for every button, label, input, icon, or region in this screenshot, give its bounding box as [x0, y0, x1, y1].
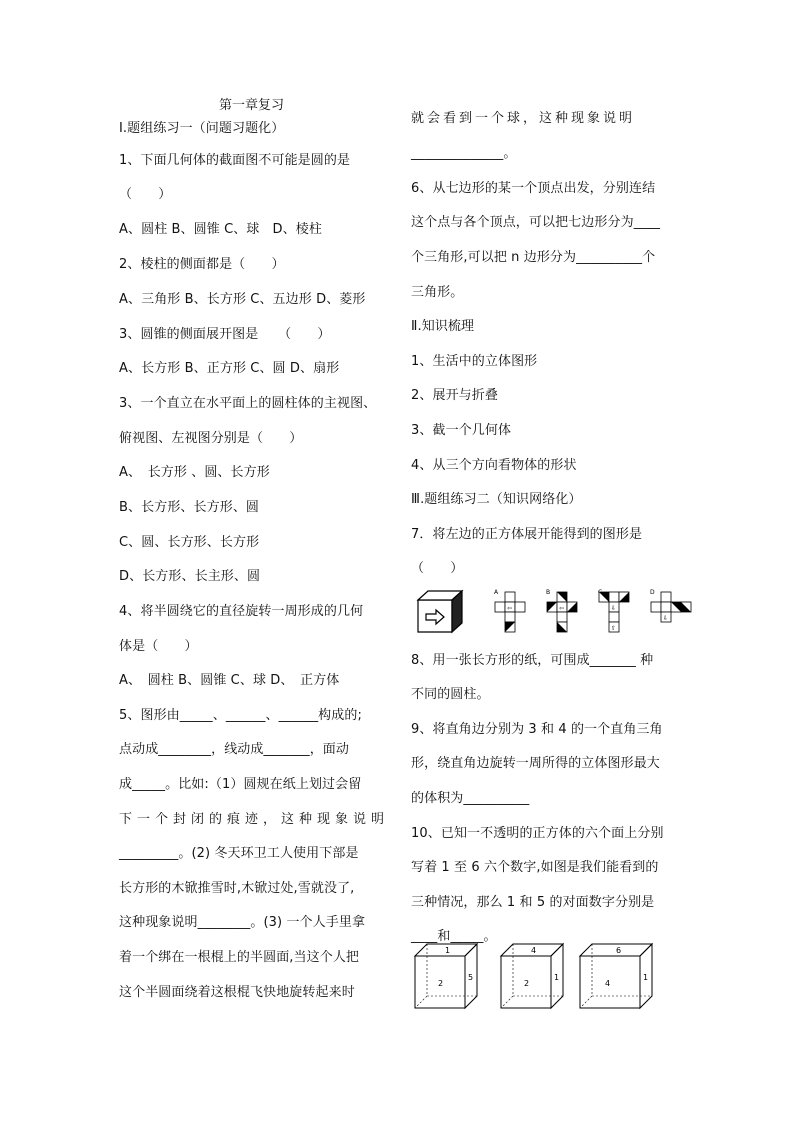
q10-cube-2-right: 1 — [554, 973, 560, 982]
q10-cube-2 — [501, 944, 563, 1008]
section-1-heading: Ⅰ.题组练习一（问题习题化） — [119, 121, 285, 136]
q10-cube-1 — [415, 944, 477, 1008]
q7-paren: （ ） — [411, 561, 464, 576]
q10-cube-1-right: 5 — [468, 973, 474, 982]
q1-options: A、圆柱 B、圆锥 C、球 D、棱柱 — [119, 222, 322, 237]
q10-text-4: ____和_____。 — [411, 929, 497, 944]
q8-text: 8、用一张长方形的纸，可围成_______ 种 — [411, 653, 654, 668]
svg-text:⇩: ⇩ — [611, 605, 617, 612]
q7-figure — [412, 588, 698, 636]
q5-text: 5、图形由_____、______、______构成的; — [119, 708, 362, 723]
q1-text: 1、下面几何体的截面图不可能是圆的是 — [119, 153, 351, 168]
q10-text-2: 写着 1 至 6 六个数字,如图是我们能看到的 — [411, 860, 659, 875]
q7-text: 7．将左边的正方体展开能得到的图形是 — [411, 527, 643, 542]
q3b-option-c: C、圆、长方形、长方形 — [119, 535, 260, 550]
q5-text-2: 点动成________，线动成_______，面动 — [119, 742, 349, 757]
svg-text:⇩: ⇩ — [663, 615, 669, 622]
q5-text-4: 下一个封闭的痕迹，这种现象说明 — [119, 812, 390, 827]
q10-cube-1-front: 2 — [438, 979, 444, 988]
knowledge-item-1: 1、生活中的立体图形 — [411, 354, 538, 369]
q10-cube-3-top: 6 — [616, 946, 622, 955]
q5-text-5: _________。(2) 冬天环卫工人使用下部是 — [119, 846, 359, 861]
q7-label-b: B — [546, 589, 551, 596]
q3-text: 3、圆锥的侧面展开图是 （ ） — [119, 327, 331, 342]
q7-net-a — [494, 589, 525, 632]
knowledge-item-3: 3、截一个几何体 — [411, 423, 512, 438]
page-title: 第一章复习 — [219, 98, 285, 113]
q4-options: A、 圆柱 B、圆锥 C、球 D、 正方体 — [119, 673, 340, 688]
q10-cube-2-top: 4 — [531, 946, 537, 955]
q7-net-c — [598, 589, 629, 632]
q10-cube-3-right: 1 — [643, 973, 649, 982]
q7-label-d: D — [650, 589, 655, 596]
q3b-option-a: A、 长方形 、圆、长方形 — [119, 465, 270, 480]
q10-cube-3-front: 4 — [605, 979, 611, 988]
q6-text-2: 这个点与各个顶点，可以把七边形分为____ — [411, 215, 661, 230]
q10-text-3: 三种情况，那么 1 和 5 的对面数字分别是 — [411, 895, 655, 910]
svg-text:⇦: ⇦ — [559, 605, 565, 612]
q7-net-b — [546, 589, 577, 632]
q9-text-2: 形，绕直角边旋转一周所得的立体图形最大 — [411, 756, 660, 771]
q3b-option-d: D、长方形、长主形、圆 — [119, 569, 261, 584]
q2-text: 2、棱柱的侧面都是（ ） — [119, 257, 285, 272]
q5-text-3: 成_____。比如:（1）圆规在纸上划过会留 — [119, 777, 362, 792]
section-2-heading: Ⅱ.知识梳理 — [411, 319, 475, 334]
q1-paren: （ ） — [119, 187, 172, 202]
q10-cube-1-top: 1 — [445, 946, 451, 955]
q6-text-4: 三角形。 — [411, 285, 464, 300]
q5-text-9: 这个半圆面绕着这根棍飞快地旋转起来时 — [119, 985, 355, 1000]
q5-text-8: 着一个绑在一根棍上的半圆面,当这个人把 — [119, 950, 360, 965]
q7-net-d — [650, 589, 691, 622]
q5-blank-line: ______________。 — [411, 146, 517, 161]
section-3-heading: Ⅲ.题组练习二（知识网络化） — [411, 492, 582, 507]
q10-text: 10、已知一不透明的正方体的六个面上分别 — [411, 826, 664, 841]
q5-text-7: 这种现象说明________。(3) 一个人手里拿 — [119, 915, 366, 930]
q10-cube-2-front: 2 — [524, 979, 530, 988]
q9-text: 9、将直角边分别为 3 和 4 的一个直角三角 — [411, 722, 663, 737]
q4-text-2: 体是（ ） — [119, 639, 198, 654]
q6-text-3: 个三角形,可以把 n 边形分为__________个 — [411, 250, 656, 265]
q10-figure — [412, 940, 672, 1012]
knowledge-item-4: 4、从三个方向看物体的形状 — [411, 458, 577, 473]
q6-text: 6、从七边形的某一个顶点出发，分别连结 — [411, 181, 656, 196]
q3-options: A、长方形 B、正方形 C、圆 D、扇形 — [119, 361, 340, 376]
q9-text-3: 的体积为__________ — [411, 791, 530, 806]
q8-text-2: 不同的圆柱。 — [411, 687, 490, 702]
q4-text: 4、将半圆绕它的直径旋转一周形成的几何 — [119, 604, 364, 619]
q5-text-10: 就会看到一个球，这种现象说明 — [411, 111, 636, 126]
q10-cube-3 — [580, 944, 652, 1008]
svg-text:⇦: ⇦ — [507, 605, 513, 612]
q7-label-a: A — [494, 589, 499, 596]
q7-cube — [418, 591, 462, 632]
q3b-text: 3、一个直立在水平面上的圆柱体的主视图、 — [119, 396, 377, 411]
q3b-option-b: B、长方形、长方形、圆 — [119, 500, 260, 515]
q2-options: A、三角形 B、长方形 C、五边形 D、菱形 — [119, 292, 366, 307]
svg-text:⇧: ⇧ — [611, 625, 617, 632]
knowledge-item-2: 2、展开与折叠 — [411, 388, 498, 403]
q5-text-6: 长方形的木锨推雪时,木锨过处,雪就没了, — [119, 881, 355, 896]
q3b-text-2: 俯视图、左视图分别是（ ） — [119, 431, 303, 446]
